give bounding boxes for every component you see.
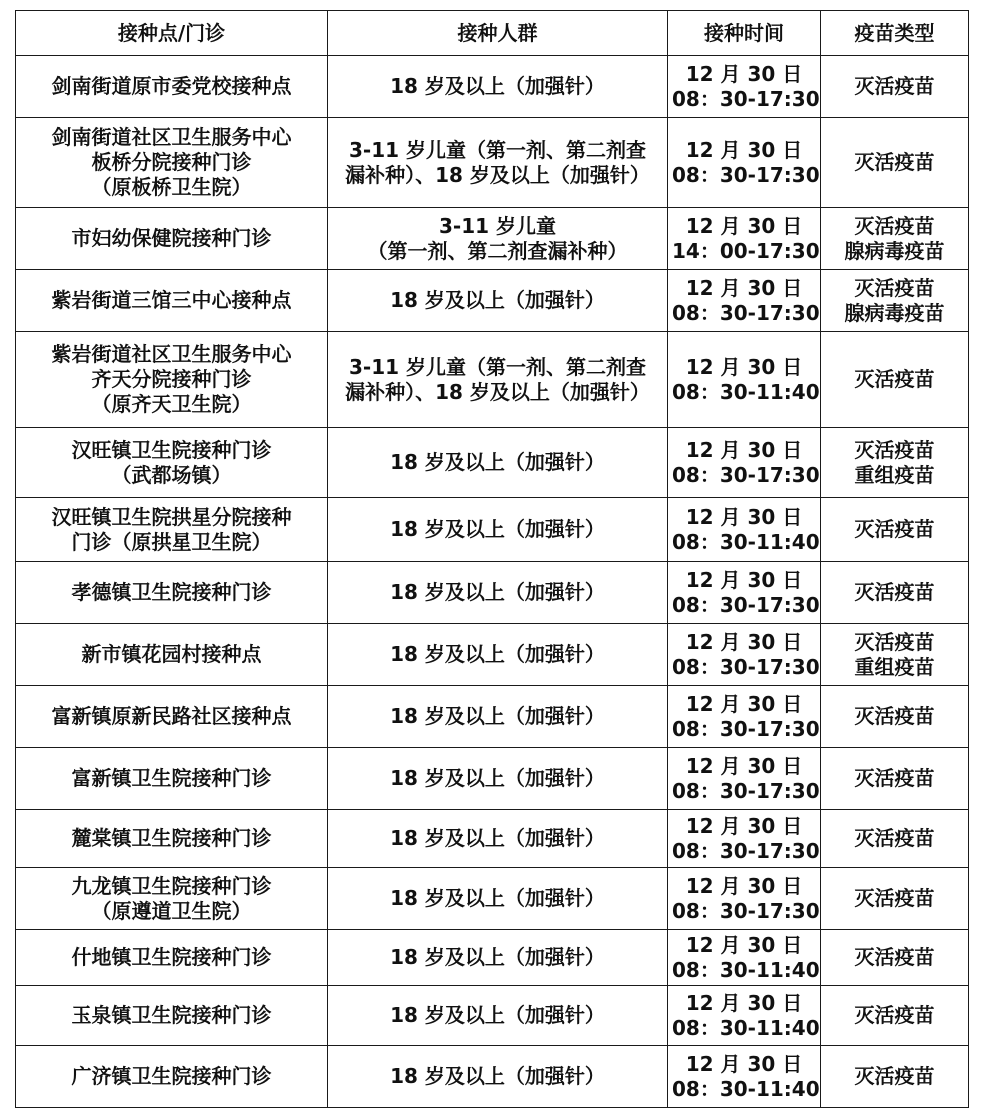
cell-vaccine (821, 118, 969, 208)
cell-group (328, 118, 668, 208)
cell-site-line: 剑南街道原市委党校接种点 (51, 74, 292, 98)
cell-group (328, 930, 668, 986)
cell-site-line: 孝德镇卫生院接种门诊 (71, 580, 272, 604)
cell-group-line: 18 岁及以上（加强针） (390, 1003, 605, 1027)
cell-time (668, 562, 821, 624)
cell-time-line: 08：30-11:40 (672, 1076, 820, 1101)
cell-time-line: 12 月 30 日 (685, 873, 803, 898)
cell-site (16, 208, 328, 270)
cell-time (668, 986, 821, 1046)
cell-time-line: 08：30-11:40 (672, 379, 820, 404)
cell-site-line: 紫岩街道三馆三中心接种点 (51, 288, 292, 312)
table-body (16, 56, 969, 1108)
cell-group-line: 18 岁及以上（加强针） (390, 886, 605, 910)
table-row (16, 332, 969, 428)
cell-time-line: 08：30-17:30 (672, 86, 820, 111)
cell-group (328, 332, 668, 428)
cell-vaccine (821, 1046, 969, 1108)
cell-vaccine-line: 灭活疫苗 (854, 213, 935, 238)
cell-time (668, 624, 821, 686)
table-row (16, 208, 969, 270)
cell-group-line: 漏补种）、18 岁及以上（加强针） (345, 162, 650, 187)
cell-site (16, 686, 328, 748)
cell-group (328, 868, 668, 930)
cell-time-line: 12 月 30 日 (685, 354, 803, 379)
cell-vaccine-line: 腺病毒疫苗 (844, 238, 945, 263)
cell-time (668, 270, 821, 332)
cell-time (668, 686, 821, 748)
cell-time-line: 12 月 30 日 (685, 567, 803, 592)
cell-time-line: 08：30-17:30 (672, 716, 820, 741)
cell-site-line: 门诊（原拱星卫生院） (71, 529, 272, 554)
cell-group-line: 18 岁及以上（加强针） (390, 945, 605, 969)
cell-vaccine-line: 灭活疫苗 (854, 886, 935, 910)
cell-group (328, 624, 668, 686)
cell-group (328, 208, 668, 270)
cell-site-line: 新市镇花园村接种点 (81, 642, 262, 666)
table-row (16, 498, 969, 562)
cell-vaccine-line: 重组疫苗 (854, 462, 935, 487)
cell-site (16, 118, 328, 208)
cell-vaccine-line: 灭活疫苗 (854, 1003, 935, 1027)
cell-group-line: 漏补种）、18 岁及以上（加强针） (345, 379, 650, 404)
cell-group-line: 18 岁及以上（加强针） (390, 642, 605, 666)
vaccination-schedule-sheet (15, 10, 968, 1108)
vaccination-schedule-table (15, 10, 969, 1108)
cell-time-line: 08：30-17:30 (672, 592, 820, 617)
cell-time-line: 12 月 30 日 (685, 61, 803, 86)
table-row (16, 624, 969, 686)
cell-site (16, 56, 328, 118)
cell-vaccine (821, 748, 969, 810)
cell-group (328, 56, 668, 118)
cell-vaccine-line: 灭活疫苗 (854, 367, 935, 391)
cell-site (16, 810, 328, 868)
cell-group-line: 18 岁及以上（加强针） (390, 826, 605, 850)
cell-site-line: 广济镇卫生院接种门诊 (71, 1064, 272, 1088)
cell-time (668, 498, 821, 562)
cell-vaccine (821, 270, 969, 332)
cell-time-line: 12 月 30 日 (685, 691, 803, 716)
cell-vaccine-line: 灭活疫苗 (854, 74, 935, 98)
cell-time-line: 12 月 30 日 (685, 753, 803, 778)
cell-time-line: 12 月 30 日 (685, 629, 803, 654)
cell-time (668, 118, 821, 208)
cell-site-line: 齐天分院接种门诊 (91, 367, 252, 391)
table-row (16, 270, 969, 332)
cell-time-line: 08：30-17:30 (672, 162, 820, 187)
cell-vaccine-line: 灭活疫苗 (854, 517, 935, 541)
cell-time (668, 56, 821, 118)
cell-group (328, 270, 668, 332)
cell-vaccine (821, 332, 969, 428)
table-row (16, 686, 969, 748)
cell-time-line: 12 月 30 日 (685, 504, 803, 529)
cell-site-line: 紫岩街道社区卫生服务中心 (51, 342, 292, 366)
cell-time (668, 748, 821, 810)
table-header-row (16, 11, 969, 56)
cell-vaccine-line: 灭活疫苗 (854, 945, 935, 969)
cell-site (16, 868, 328, 930)
cell-time (668, 332, 821, 428)
table-row (16, 748, 969, 810)
cell-group (328, 428, 668, 498)
cell-vaccine (821, 868, 969, 930)
table-row (16, 986, 969, 1046)
cell-time-line: 08：30-17:30 (672, 654, 820, 679)
cell-site (16, 428, 328, 498)
cell-vaccine (821, 810, 969, 868)
cell-site (16, 332, 328, 428)
cell-vaccine-line: 灭活疫苗 (854, 150, 935, 174)
cell-vaccine-line: 灭活疫苗 (854, 629, 935, 654)
column-header-time: 接种时间 (668, 11, 821, 56)
cell-time-line: 08：30-11:40 (672, 957, 820, 982)
cell-time (668, 868, 821, 930)
cell-site (16, 624, 328, 686)
cell-group (328, 1046, 668, 1108)
cell-site-line: （原板桥卫生院） (91, 175, 252, 199)
cell-site-line: 汉旺镇卫生院接种门诊 (71, 437, 272, 462)
cell-time-line: 12 月 30 日 (685, 437, 803, 462)
cell-group-line: 3-11 岁儿童（第一剂、第二剂查 (348, 354, 646, 379)
cell-site (16, 562, 328, 624)
cell-vaccine-line: 灭活疫苗 (854, 704, 935, 728)
cell-group (328, 986, 668, 1046)
cell-vaccine-line: 腺病毒疫苗 (844, 300, 945, 325)
cell-time-line: 08：30-17:30 (672, 462, 820, 487)
cell-group-line: 3-11 岁儿童 (438, 213, 556, 238)
cell-site (16, 1046, 328, 1108)
cell-time-line: 12 月 30 日 (685, 137, 803, 162)
cell-group-line: 18 岁及以上（加强针） (390, 450, 605, 474)
cell-group-line: 18 岁及以上（加强针） (390, 74, 605, 98)
cell-vaccine (821, 498, 969, 562)
cell-site-line: 富新镇卫生院接种门诊 (71, 766, 272, 790)
cell-vaccine-line: 重组疫苗 (854, 654, 935, 679)
cell-time-line: 12 月 30 日 (685, 813, 803, 838)
cell-vaccine (821, 428, 969, 498)
cell-time-line: 08：30-11:40 (672, 1015, 820, 1040)
table-row (16, 930, 969, 986)
cell-site-line: （武都场镇） (111, 462, 232, 487)
cell-site-line: 板桥分院接种门诊 (91, 150, 252, 174)
column-header-group: 接种人群 (328, 11, 668, 56)
cell-vaccine (821, 930, 969, 986)
cell-vaccine-line: 灭活疫苗 (854, 437, 935, 462)
column-header-vaccine: 疫苗类型 (821, 11, 969, 56)
cell-time-line: 08：30-17:30 (672, 838, 820, 863)
cell-time-line: 08：30-17:30 (672, 778, 820, 803)
cell-time (668, 1046, 821, 1108)
cell-time-line: 08：30-17:30 (672, 300, 820, 325)
cell-vaccine (821, 686, 969, 748)
cell-group-line: 18 岁及以上（加强针） (390, 288, 605, 312)
cell-group (328, 686, 668, 748)
cell-vaccine (821, 208, 969, 270)
cell-group-line: 18 岁及以上（加强针） (390, 517, 605, 541)
cell-site (16, 748, 328, 810)
cell-vaccine-line: 灭活疫苗 (854, 1064, 935, 1088)
cell-group-line: 18 岁及以上（加强针） (390, 704, 605, 728)
cell-group (328, 748, 668, 810)
cell-time (668, 428, 821, 498)
cell-time-line: 12 月 30 日 (685, 990, 803, 1015)
cell-time-line: 08：30-17:30 (672, 898, 820, 923)
table-row (16, 562, 969, 624)
cell-vaccine-line: 灭活疫苗 (854, 826, 935, 850)
cell-time-line: 12 月 30 日 (685, 275, 803, 300)
cell-site-line: （原齐天卫生院） (91, 392, 252, 416)
cell-site-line: 富新镇原新民路社区接种点 (51, 704, 292, 728)
cell-site-line: 剑南街道社区卫生服务中心 (51, 125, 292, 149)
cell-site-line: 什地镇卫生院接种门诊 (71, 945, 272, 969)
cell-time-line: 12 月 30 日 (685, 932, 803, 957)
cell-time-line: 12 月 30 日 (685, 213, 803, 238)
table-row (16, 118, 969, 208)
cell-vaccine (821, 562, 969, 624)
cell-site-line: （原遵道卫生院） (91, 898, 252, 923)
cell-group-line: 18 岁及以上（加强针） (390, 1064, 605, 1088)
cell-vaccine (821, 624, 969, 686)
cell-site (16, 270, 328, 332)
cell-group-line: 18 岁及以上（加强针） (390, 580, 605, 604)
cell-site-line: 麓棠镇卫生院接种门诊 (71, 826, 272, 850)
cell-site (16, 930, 328, 986)
cell-vaccine-line: 灭活疫苗 (854, 275, 935, 300)
cell-group-line: （第一剂、第二剂查漏补种） (367, 238, 628, 263)
cell-site-line: 玉泉镇卫生院接种门诊 (71, 1003, 272, 1027)
cell-site-line: 市妇幼保健院接种门诊 (71, 226, 272, 250)
column-header-site: 接种点/门诊 (16, 11, 328, 56)
cell-time-line: 08：30-11:40 (672, 529, 820, 554)
cell-group-line: 18 岁及以上（加强针） (390, 766, 605, 790)
cell-site (16, 986, 328, 1046)
table-row (16, 428, 969, 498)
cell-group (328, 498, 668, 562)
cell-time-line: 14：00-17:30 (672, 238, 820, 263)
table-row (16, 1046, 969, 1108)
cell-vaccine (821, 986, 969, 1046)
cell-vaccine-line: 灭活疫苗 (854, 766, 935, 790)
cell-vaccine-line: 灭活疫苗 (854, 580, 935, 604)
table-row (16, 56, 969, 118)
cell-time-line: 12 月 30 日 (685, 1051, 803, 1076)
table-row (16, 810, 969, 868)
cell-group-line: 3-11 岁儿童（第一剂、第二剂查 (348, 137, 646, 162)
cell-site-line: 汉旺镇卫生院拱星分院接种 (51, 504, 292, 529)
cell-site-line: 九龙镇卫生院接种门诊 (71, 873, 272, 898)
cell-vaccine (821, 56, 969, 118)
cell-group (328, 562, 668, 624)
cell-site (16, 498, 328, 562)
cell-time (668, 208, 821, 270)
cell-time (668, 810, 821, 868)
cell-group (328, 810, 668, 868)
table-row (16, 868, 969, 930)
cell-time (668, 930, 821, 986)
